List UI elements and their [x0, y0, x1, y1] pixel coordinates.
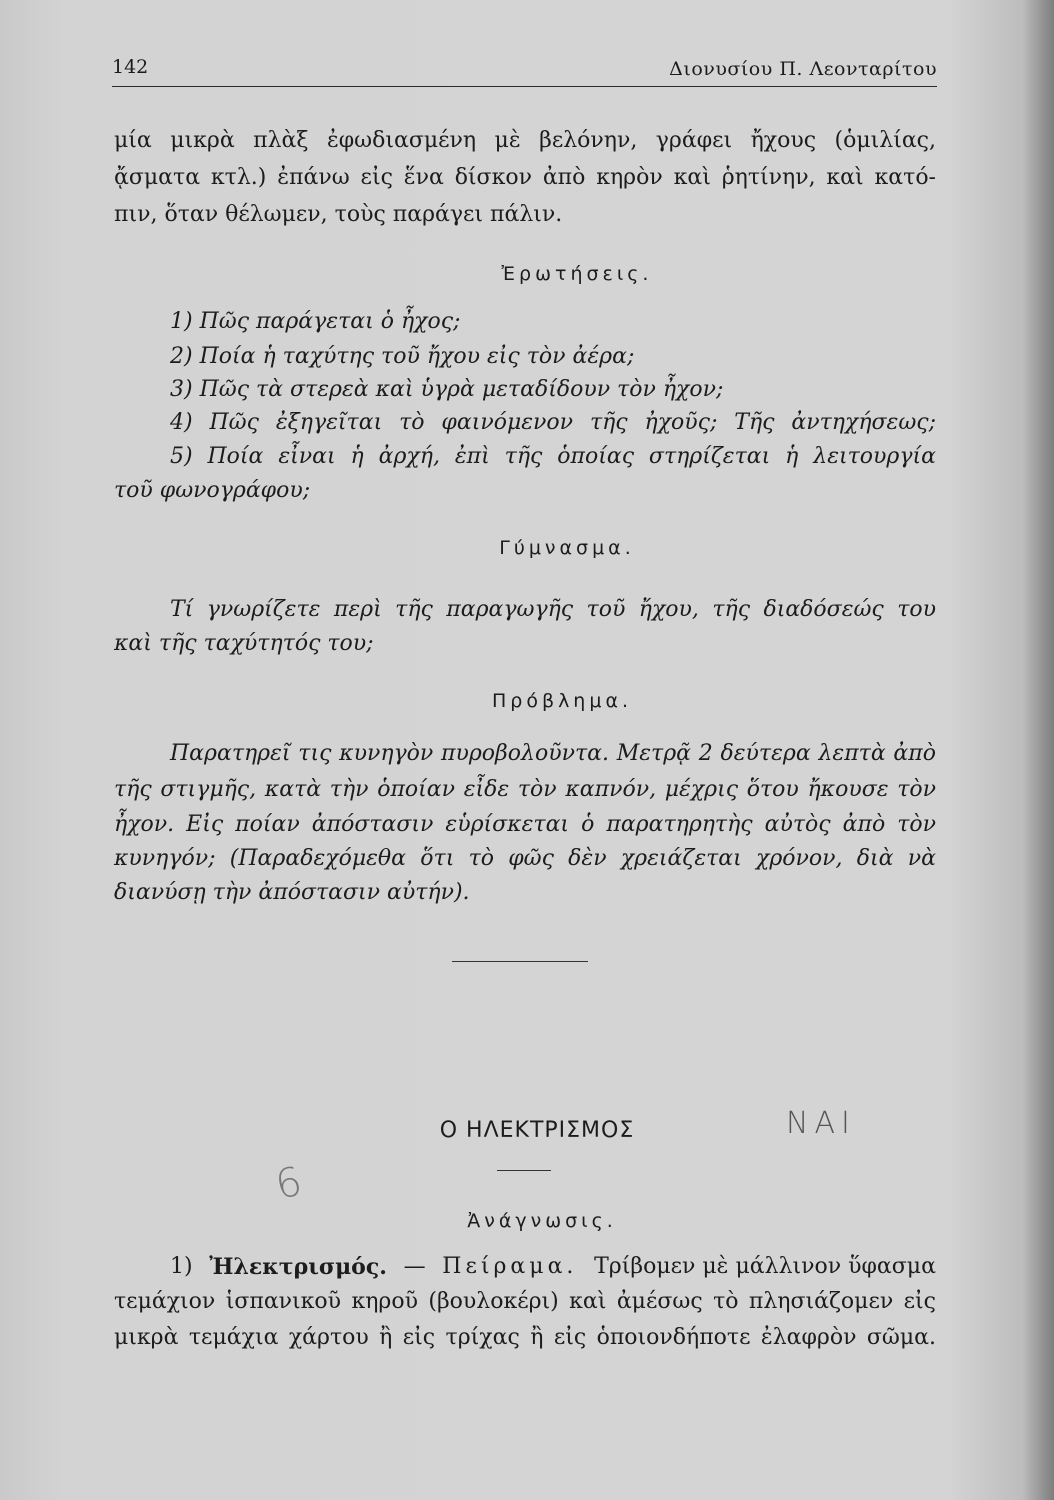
- paragraph-line-3: μικρὰ τεμάχια χάρτου ἢ εἰς τρίχας ἢ εἰς ὁποιονδήποτε ἐλαφρὸν σῶμα.: [114, 1325, 936, 1350]
- question-3: 3) Πῶς τὰ στερεὰ καὶ ὑγρὰ μεταδίδουν τὸν ἦχον;: [170, 377, 724, 402]
- handwritten-note: ΝΑΙ: [786, 1106, 856, 1141]
- problem-line-3: ἦχον. Εἰς ποίαν ἀπόστασιν εὑρίσκεται ὁ παρατηρητὴς αὐτὸς ἀπὸ τὸν: [114, 812, 936, 837]
- question-4: 4) Πῶς ἐξηγεῖται τὸ φαινόμενον τῆς ἠχοῦς; Τῆς ἀντηχήσεως;: [170, 410, 936, 435]
- problem-line-4: κυνηγόν; (Παραδεχόμεθα ὅτι τὸ φῶς δὲν χρειάζεται χρόνον, διὰ νὰ: [114, 846, 936, 871]
- paragraph-term: Ἠλεκτρισμός.: [209, 1254, 387, 1280]
- paragraph-label: Πείραμα.: [442, 1254, 578, 1279]
- section-divider: [452, 961, 588, 962]
- handwritten-number: 6: [271, 1157, 312, 1209]
- page-number: 142: [112, 56, 149, 78]
- paragraph-first-line: [170, 1251, 936, 1283]
- running-head: Διονυσίου Π. Λεονταρίτου: [669, 58, 937, 80]
- intro-line-3: πιν, ὅταν θέλωμεν, τοὺς παράγει πάλιν.: [114, 202, 563, 227]
- exercise-line-1: Τί γνωρίζετε περὶ τῆς παραγωγῆς τοῦ ἤχου, τῆς διαδόσεώς του: [170, 597, 936, 622]
- intro-line-1: μία μικρὰ πλὰξ ἐφωδιασμένη μὲ βελόνην, γράφει ἤχους (ὁμιλίας,: [114, 128, 936, 153]
- problem-line-5: διανύσῃ τὴν ἀπόστασιν αὐτήν).: [114, 880, 470, 905]
- question-5-cont: τοῦ φωνογράφου;: [114, 478, 311, 503]
- page-header: [112, 56, 937, 87]
- title-rule: [497, 1170, 551, 1171]
- reading-heading: Ἀνάγνωσις.: [467, 1210, 617, 1232]
- problem-line-2: τῆς στιγμῆς, κατὰ τὴν ὁποίαν εἶδε τὸν καπνόν, μέχρις ὅτου ἤκουσε τὸν: [114, 777, 936, 802]
- paragraph-dash: —: [403, 1254, 426, 1279]
- intro-line-2: ᾄσματα κτλ.) ἐπάνω εἰς ἕνα δίσκον ἀπὸ κηρὸν καὶ ῥητίνην, καὶ κατό-: [114, 165, 936, 190]
- paragraph-first-rest: Τρίβομεν μὲ μάλλινον ὕφασμα: [594, 1254, 936, 1279]
- paragraph-line-2: τεμάχιον ἱσπανικοῦ κηροῦ (βουλοκέρι) καὶ ἀμέσως τὸ πλησιάζομεν εἰς: [114, 1289, 936, 1314]
- exercise-heading: Γύμνασμα.: [499, 537, 635, 559]
- exercise-line-2: καὶ τῆς ταχύτητός του;: [114, 631, 374, 656]
- problem-heading: Πρόβλημα.: [491, 690, 633, 712]
- questions-heading: Ἐρωτήσεις.: [501, 263, 653, 285]
- chapter-title: Ο ΗΛΕΚΤΡΙΣΜΟΣ: [439, 1118, 635, 1143]
- paragraph-number: 1): [170, 1254, 193, 1279]
- question-5: 5) Ποία εἶναι ἡ ἀρχή, ἐπὶ τῆς ὁποίας στηρίζεται ἡ λειτουργία: [170, 444, 936, 469]
- question-1: 1) Πῶς παράγεται ὁ ἦχος;: [170, 309, 461, 334]
- problem-line-1: Παρατηρεῖ τις κυνηγὸν πυροβολοῦντα. Μετρᾷ 2 δεύτερα λεπτὰ ἀπὸ: [170, 741, 936, 766]
- question-2: 2) Ποία ἡ ταχύτης τοῦ ἤχου εἰς τὸν ἀέρα;: [170, 344, 635, 369]
